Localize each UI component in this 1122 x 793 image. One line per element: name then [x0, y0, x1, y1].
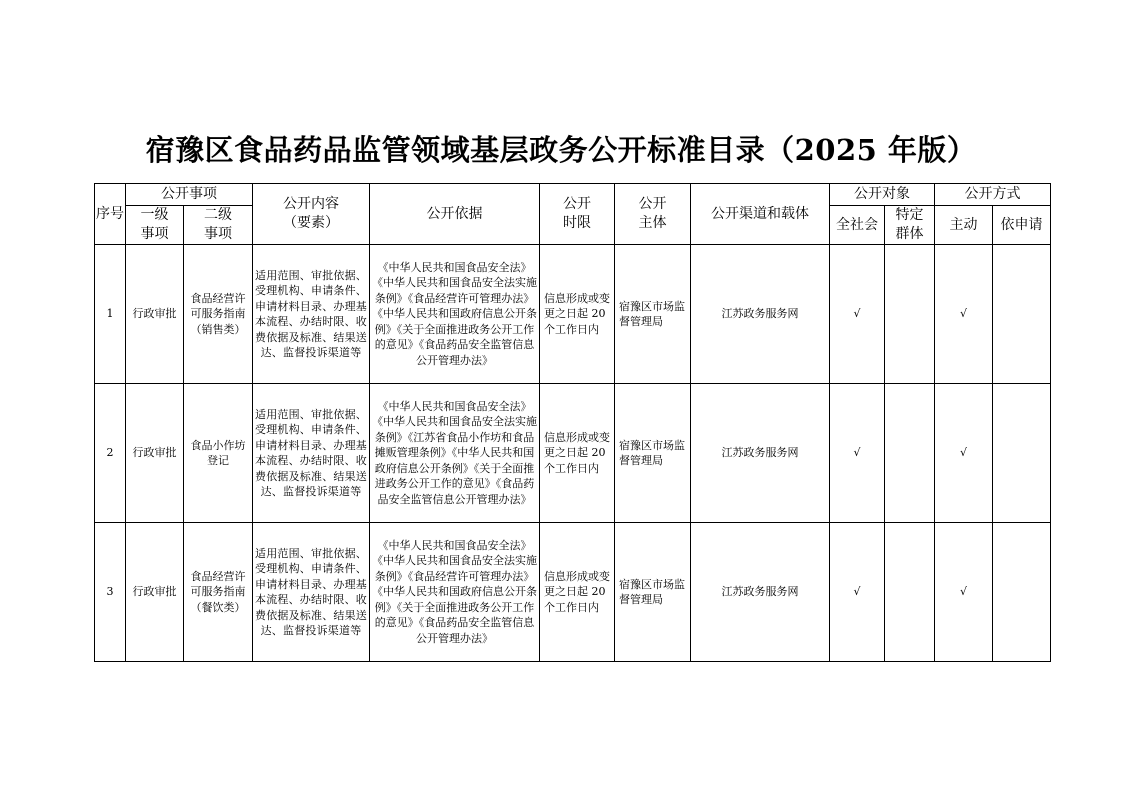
header-method: 公开方式 — [935, 184, 1051, 206]
header-channel: 公开渠道和载体 — [691, 184, 830, 245]
row-channel: 江苏政务服务网 — [691, 523, 830, 662]
row-basis: 《中华人民共和国食品安全法》《中华人民共和国食品安全法实施条例》《食品经营许可管理办法》《中华人民共和国政府信息公开条例》《关于全面推进政务公开工作的意见》《食品药品安全监管信息公开管理办法》 — [370, 245, 540, 384]
header-target-specific: 特定群体 — [885, 206, 935, 245]
row-seq: 2 — [95, 384, 126, 523]
header-method-request: 依申请 — [993, 206, 1051, 245]
row-level2: 食品经营许可服务指南（销售类） — [184, 245, 253, 384]
table-row — [95, 384, 1051, 523]
row-seq: 3 — [95, 523, 126, 662]
row-method-request — [993, 384, 1051, 523]
row-target-all: √ — [830, 384, 885, 523]
row-method-active: √ — [935, 245, 993, 384]
header-seq: 序号 — [95, 184, 126, 245]
row-method-request — [993, 245, 1051, 384]
row-subject: 宿豫区市场监督管理局 — [615, 245, 691, 384]
row-content: 适用范围、审批依据、受理机构、申请条件、申请材料目录、办理基本流程、办结时限、收费依据及标准、结果送达、监督投诉渠道等 — [253, 384, 370, 523]
header-level2: 二级事项 — [184, 206, 253, 245]
row-content: 适用范围、审批依据、受理机构、申请条件、申请材料目录、办理基本流程、办结时限、收费依据及标准、结果送达、监督投诉渠道等 — [253, 245, 370, 384]
row-basis: 《中华人民共和国食品安全法》《中华人民共和国食品安全法实施条例》《食品经营许可管理办法》《中华人民共和国政府信息公开条例》《关于全面推进政务公开工作的意见》《食品药品安全监管信息公开管理办法》 — [370, 523, 540, 662]
row-level1: 行政审批 — [126, 523, 184, 662]
row-level1: 行政审批 — [126, 245, 184, 384]
header-row-top — [95, 184, 1051, 206]
page-title: 宿豫区食品药品监管领域基层政务公开标准目录（2025 年版） — [145, 133, 977, 167]
header-target-all: 全社会 — [830, 206, 885, 245]
row-target-all: √ — [830, 245, 885, 384]
row-time-limit: 信息形成或变更之日起 20 个工作日内 — [540, 523, 615, 662]
header-method-active: 主动 — [935, 206, 993, 245]
row-seq: 1 — [95, 245, 126, 384]
catalog-table — [94, 183, 1051, 662]
row-channel: 江苏政务服务网 — [691, 245, 830, 384]
header-time-limit: 公开时限 — [540, 184, 615, 245]
row-target-specific — [885, 523, 935, 662]
header-matter: 公开事项 — [126, 184, 253, 206]
row-level2: 食品经营许可服务指南（餐饮类） — [184, 523, 253, 662]
header-content: 公开内容（要素） — [253, 184, 370, 245]
row-level1: 行政审批 — [126, 384, 184, 523]
row-subject: 宿豫区市场监督管理局 — [615, 523, 691, 662]
row-target-all: √ — [830, 523, 885, 662]
header-basis: 公开依据 — [370, 184, 540, 245]
row-content: 适用范围、审批依据、受理机构、申请条件、申请材料目录、办理基本流程、办结时限、收费依据及标准、结果送达、监督投诉渠道等 — [253, 523, 370, 662]
row-target-specific — [885, 245, 935, 384]
header-target: 公开对象 — [830, 184, 935, 206]
row-time-limit: 信息形成或变更之日起 20 个工作日内 — [540, 245, 615, 384]
row-method-request — [993, 523, 1051, 662]
row-subject: 宿豫区市场监督管理局 — [615, 384, 691, 523]
row-method-active: √ — [935, 523, 993, 662]
header-level1: 一级事项 — [126, 206, 184, 245]
row-channel: 江苏政务服务网 — [691, 384, 830, 523]
row-method-active: √ — [935, 384, 993, 523]
row-time-limit: 信息形成或变更之日起 20 个工作日内 — [540, 384, 615, 523]
header-subject: 公开主体 — [615, 184, 691, 245]
row-target-specific — [885, 384, 935, 523]
row-level2: 食品小作坊登记 — [184, 384, 253, 523]
table-row — [95, 245, 1051, 384]
row-basis: 《中华人民共和国食品安全法》《中华人民共和国食品安全法实施条例》《江苏省食品小作坊和食品摊贩管理条例》《中华人民共和国政府信息公开条例》《关于全面推进政务公开工作的意见》《食品药品安全监管信息公开管理办法》 — [370, 384, 540, 523]
table-row — [95, 523, 1051, 662]
